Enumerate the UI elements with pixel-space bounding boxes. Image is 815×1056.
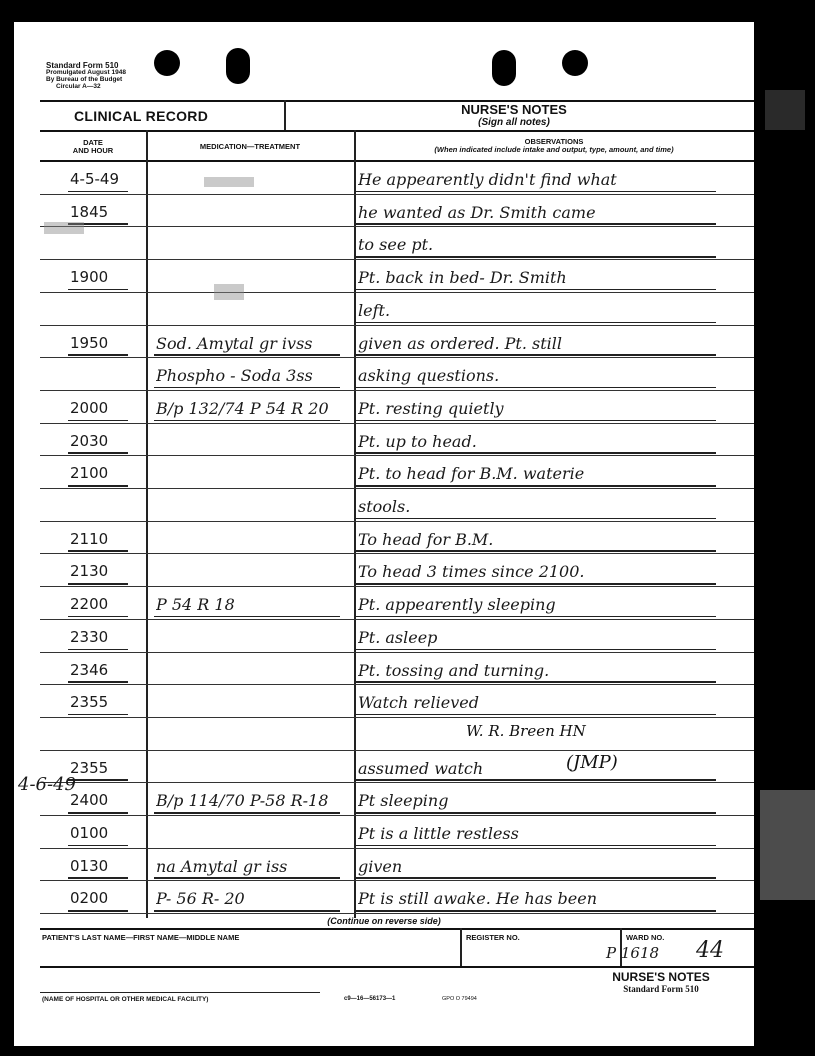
entry-medication: P- 56 R- 20 [156,889,245,909]
entry-date: 4-5-49 [70,170,119,188]
entry-date: 0100 [70,824,109,842]
margin-date: 4-6-49 [18,774,76,795]
row-rule [40,717,754,718]
handwriting-underline [68,845,128,847]
entry-observation: Pt is a little restless [358,824,519,843]
row-rule [40,488,754,489]
medication-column-heading: MEDICATION—TREATMENT [199,142,301,151]
entry-date: 2346 [70,660,109,679]
footer-title: NURSE'S NOTES [612,970,710,984]
ward-number-value: P 1618 [606,944,660,962]
handwriting-underline [356,518,716,520]
header-divider [284,100,286,130]
punch-hole [562,50,588,76]
entry-date: 2355 [70,693,109,712]
entry-observation: he wanted as Dr. Smith came [358,202,596,222]
row-rule [40,684,754,685]
clinical-record-heading: CLINICAL RECORD [74,108,209,124]
ward-number-label: WARD NO. [626,933,665,942]
handwriting-underline [68,550,128,552]
handwriting-underline [356,191,716,193]
handwriting-underline [356,322,716,324]
handwriting-underline [154,877,340,879]
patient-name-label: PATIENT'S LAST NAME—FIRST NAME—MIDDLE NAME [42,933,240,942]
hour-heading: AND HOUR [72,146,114,155]
handwriting-underline [154,910,340,912]
entry-medication: B/p 114/70 P-58 R-18 [156,791,329,811]
handwriting-underline [68,583,128,585]
handwriting-underline [356,223,716,225]
entry-date: 2110 [70,529,109,548]
scan-noise [760,790,815,900]
nurses-notes-heading: NURSE'S NOTES [461,102,567,117]
entry-observation: Pt. to head for B.M. waterie [358,464,585,484]
gpo-code: GPO O 79494 [442,996,477,1002]
row-rule [40,652,754,653]
entry-date: 2000 [70,398,109,417]
entry-medication: B/p 132/74 P 54 R 20 [156,398,329,418]
entry-date: 0200 [70,889,109,908]
entry-observation: left. [358,300,391,320]
row-rule [40,880,754,881]
row-rule [40,750,754,751]
handwriting-underline [68,420,128,422]
row-rule [40,619,754,620]
hospital-label: (NAME OF HOSPITAL OR OTHER MEDICAL FACILITY) [42,996,209,1003]
row-rule [40,521,754,522]
entry-medication: P 54 R 18 [156,595,235,615]
date-column-heading [40,139,146,155]
entry-observation: To head for B.M. [358,529,494,549]
row-rule [40,325,754,326]
handwriting-underline [154,387,340,389]
punch-hole [226,48,250,84]
observations-heading: OBSERVATIONS [524,137,584,146]
row-rule [40,357,754,358]
handwriting-underline [356,420,716,422]
entry-observation: Pt sleeping [358,791,449,811]
handwriting-underline [154,354,340,356]
form-circular: Circular A—32 [56,83,101,90]
handwriting-underline [154,616,340,618]
entry-observation: Watch relieved [358,693,479,713]
handwriting-underline [356,714,716,716]
continue-note: (Continue on reverse side) [327,916,441,926]
row-rule [40,553,754,554]
entry-date: 2400 [70,791,109,810]
footer-rule [40,928,754,930]
row-rule [40,455,754,456]
entry-observation: stools. [358,497,411,516]
entry-medication: Phospho - Soda 3ss [156,366,313,386]
row-rule [40,423,754,424]
handwriting-underline [356,845,716,847]
hospital-line [40,992,320,993]
handwriting-underline [154,420,340,422]
entry-observation: assumed watch [358,758,484,778]
handwriting-underline [68,191,128,193]
row-rule [40,586,754,587]
form-identifier [46,62,126,90]
entry-observation: Pt. back in bed- Dr. Smith [358,268,567,288]
sign-all-notes: (Sign all notes) [478,117,550,128]
nurse-initials: (JMP) [566,752,618,773]
nurse-signature: W. R. Breen HN [466,722,586,740]
handwriting-underline [68,681,128,683]
column-divider [146,130,148,918]
handwriting-underline [68,649,128,651]
form-promulgated: Promulgated August 1948 [46,69,126,76]
footer-divider [460,928,462,966]
entry-date: 2100 [70,464,109,483]
form-bureau: By Bureau of the Budget [46,76,123,83]
handwriting-underline [68,910,128,912]
handwriting-underline [356,649,716,651]
row-rule [40,848,754,849]
handwriting-underline [68,616,128,618]
ward-extra-mark: 44 [696,938,724,963]
entry-date: 1950 [70,333,109,352]
entry-date: 2355 [70,758,109,777]
entry-date: 2030 [70,431,109,450]
entry-observation: given [358,856,403,876]
entry-observation: He appearently didn't find what [358,170,617,189]
scan-noise [214,284,244,300]
entry-observation: Pt. up to head. [358,431,477,451]
entry-date: 2330 [70,627,109,646]
handwriting-underline [68,452,128,454]
print-code: c9—16—56173—1 [344,996,396,1002]
handwriting-underline [68,812,128,814]
entry-observation: asking questions. [358,366,500,386]
date-heading: DATE [83,138,103,147]
handwriting-underline [356,877,716,879]
handwriting-underline [356,583,716,585]
punch-hole [492,50,516,86]
handwriting-underline [356,485,716,487]
row-rule [40,390,754,391]
handwriting-underline [356,616,716,618]
row-rule [40,259,754,260]
handwriting-underline [68,289,128,291]
handwriting-underline [68,779,128,781]
entry-observation: to see pt. [358,235,434,255]
scan-noise [765,90,805,130]
handwriting-underline [356,452,716,454]
entry-date: 0130 [70,856,109,875]
entry-medication: Sod. Amytal gr ivss [156,333,313,353]
handwriting-underline [68,485,128,487]
entry-observation: Pt. asleep [358,627,438,647]
entry-date: 1845 [70,202,109,221]
entry-observation: Pt. appearently sleeping [358,595,556,615]
punch-hole [154,50,180,76]
handwriting-underline [356,910,716,912]
handwriting-underline [356,681,716,683]
entry-medication: na Amytal gr iss [156,856,288,876]
footer-form-number: Standard Form 510 [623,984,699,994]
row-rule [40,194,754,195]
handwriting-underline [356,550,716,552]
observations-note: (When indicated include intake and output, type, amount, and time) [434,145,674,154]
handwriting-underline [154,812,340,814]
row-rule [40,913,754,914]
handwriting-underline [356,289,716,291]
handwriting-underline [356,779,716,781]
handwriting-underline [68,354,128,356]
handwriting-underline [68,714,128,716]
entry-observation: To head 3 times since 2100. [358,562,585,582]
scan-noise [204,177,254,187]
entry-date: 2130 [70,562,109,581]
observations-column-heading [354,138,754,154]
entry-observation: Pt is still awake. He has been [358,889,598,909]
row-rule [40,782,754,783]
row-rule [40,815,754,816]
entry-date: 1900 [70,268,109,287]
entry-observation: given as ordered. Pt. still [358,333,562,353]
entry-observation: Pt. tossing and turning. [358,660,550,680]
handwriting-underline [356,812,716,814]
form-number: Standard Form 510 [46,61,119,70]
footer-rule [40,966,754,968]
row-rule [40,226,754,227]
handwriting-underline [68,877,128,879]
register-number-label: REGISTER NO. [466,933,520,942]
column-divider [354,130,356,918]
row-rule [40,292,754,293]
scan-noise [44,222,84,234]
form-page [14,22,754,1046]
handwriting-underline [356,354,716,356]
entry-date: 2200 [70,595,109,614]
entry-observation: Pt. resting quietly [358,398,504,418]
handwriting-underline [356,256,716,258]
handwriting-underline [356,387,716,389]
